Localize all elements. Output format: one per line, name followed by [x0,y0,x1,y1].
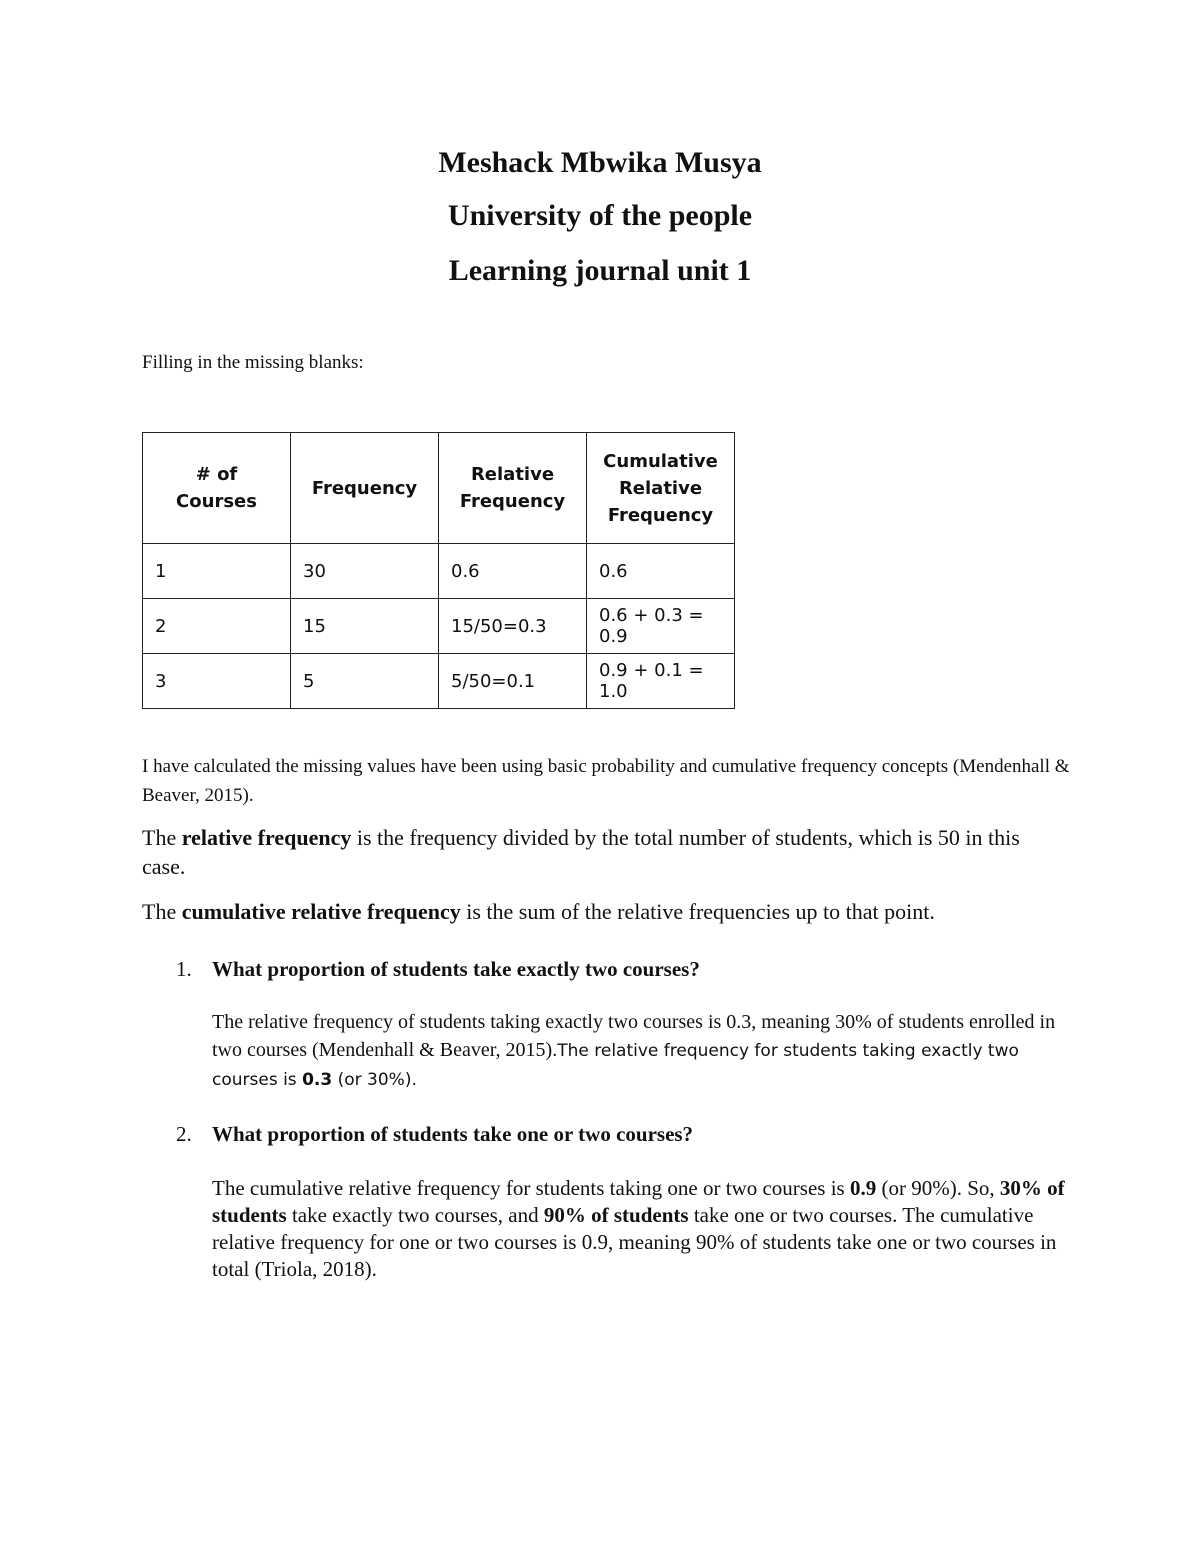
table-cell: 15 [291,599,439,654]
relative-frequency-definition: The relative frequency is the frequency divided by the total number of students, which is 50 in this case. [142,825,1020,879]
frequency-table [142,432,735,709]
question-number: 2. [176,1122,192,1146]
author-name: Meshack Mbwika Musya [438,146,762,179]
table-cell: 5/50=0.1 [439,654,587,709]
table-header-cell: # of Courses [143,433,291,544]
table-row [143,654,735,709]
table-cell: 0.6 [439,544,587,599]
table-header-row [143,433,735,544]
intro-text: Filling in the missing blanks: [142,352,364,373]
university-name: University of the people [447,199,753,232]
question-2: What proportion of students take one or two courses? [212,1122,694,1146]
table-cell: 15/50=0.3 [439,599,587,654]
table-cell: 0.6 + 0.3 = 0.9 [587,599,735,654]
table-cell: 5 [291,654,439,709]
answer-2: The cumulative relative frequency for students taking one or two courses is 0.9 (or 90%). So, 30% of students take exactly two courses, and 90% of students take one or two courses. The cumulative relative frequency for one or two courses is 0.9, meaning 90% of students take one or two courses in total (Triola, 2018). [212,1176,1065,1281]
table-cell: 30 [291,544,439,599]
answer-1: The relative frequency of students taking exactly two courses is 0.3, meaning 30% of students enrolled in two courses (Mendenhall & Beaver, 2015).The relative frequency for students taking exactly two courses is 0.3 (or 30%). [212,1011,1056,1090]
table-header-cell: Frequency [291,433,439,544]
table-cell: 0.6 [587,544,735,599]
relative-frequency-term: relative frequency [181,825,352,850]
table-header-cell: Cumulative Relative Frequency [587,433,735,544]
question-1: What proportion of students take exactly two courses? [212,957,700,981]
cumulative-frequency-definition: The cumulative relative frequency is the sum of the relative frequencies up to that point. [142,899,935,924]
question-number: 1. [176,957,192,981]
table-cell: 1 [143,544,291,599]
calculation-note: I have calculated the missing values have been using basic probability and cumulative frequency concepts (Mendenhall & Beaver, 2015). [142,756,1070,806]
table-cell: 2 [143,599,291,654]
cumulative-frequency-term: cumulative relative frequency [181,899,461,924]
table-row [143,544,735,599]
table-cell: 3 [143,654,291,709]
table-row [143,599,735,654]
table-header-cell: Relative Frequency [439,433,587,544]
assignment-title: Learning journal unit 1 [448,254,752,287]
table-cell: 0.9 + 0.1 = 1.0 [587,654,735,709]
